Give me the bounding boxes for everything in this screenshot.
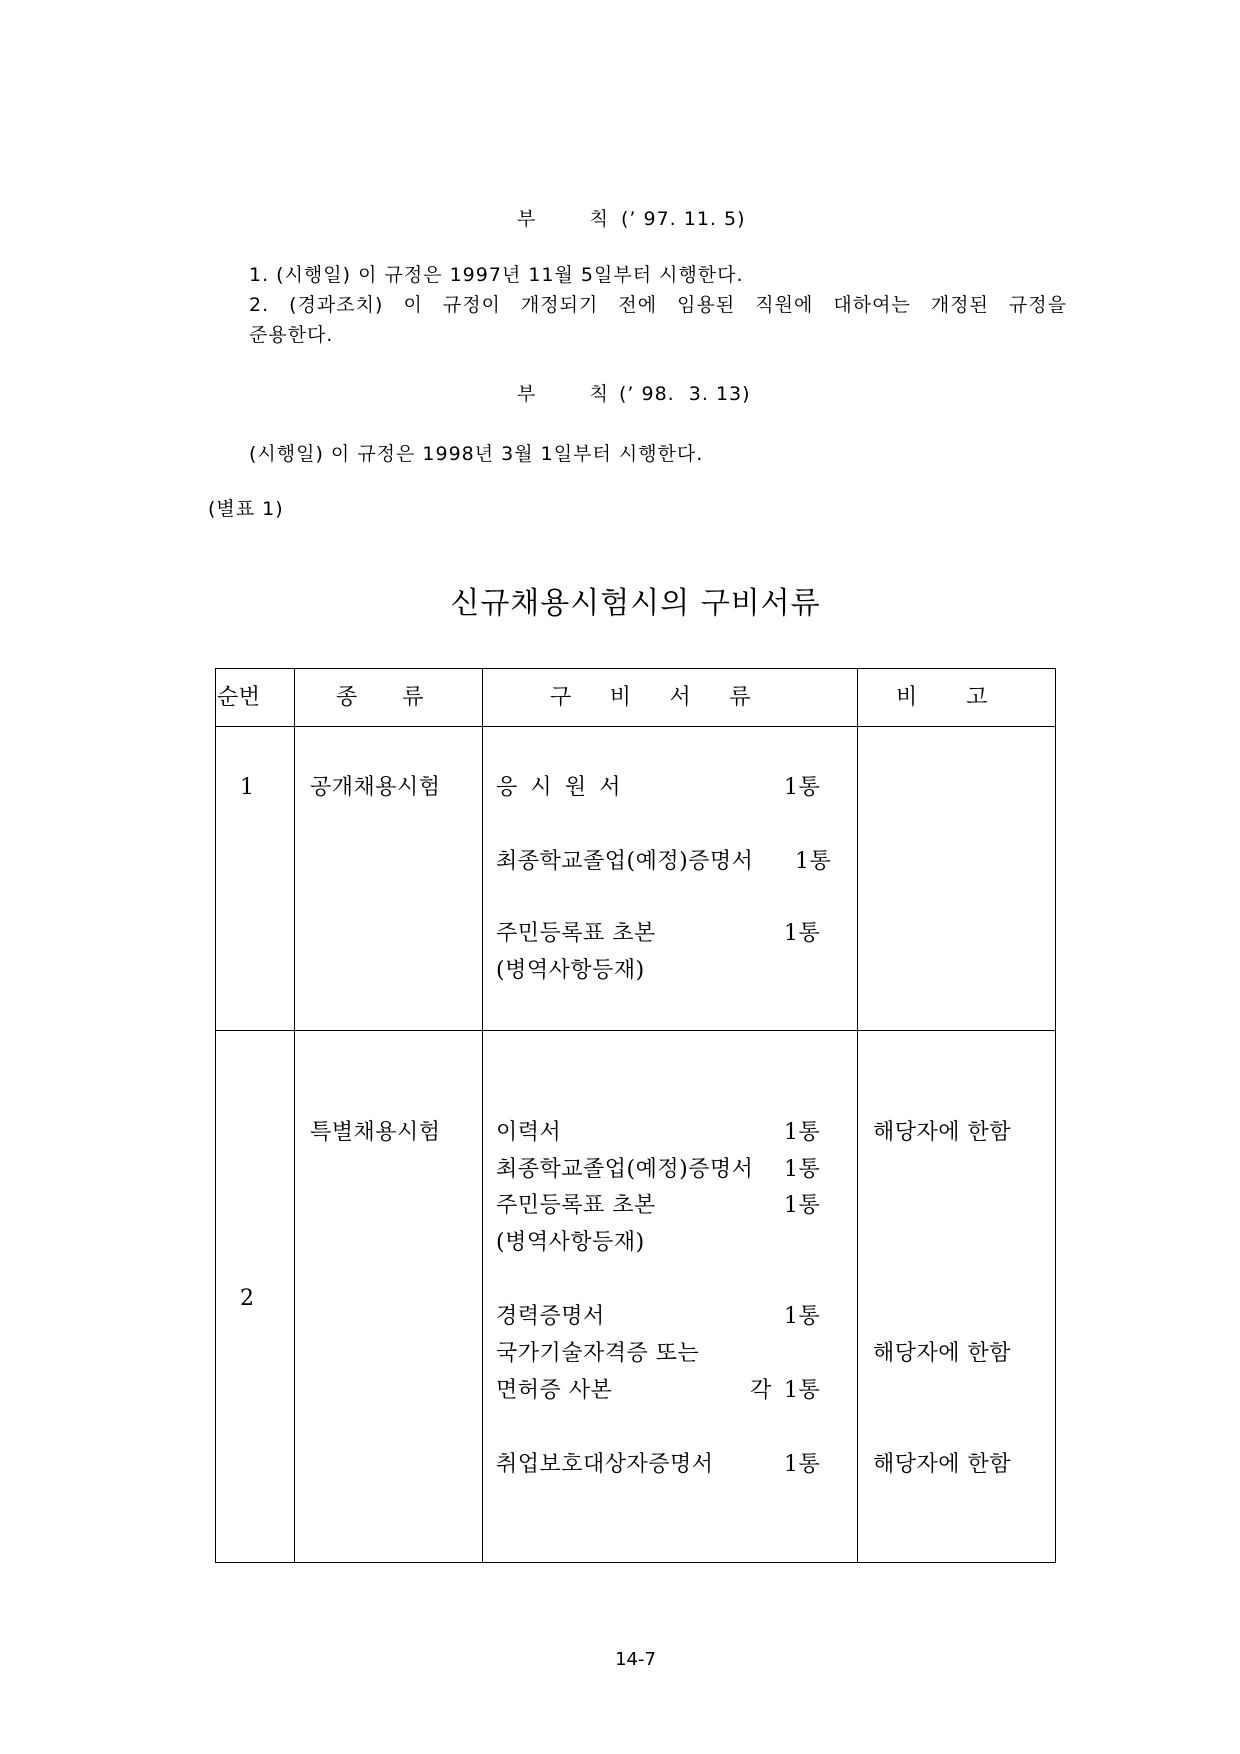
row-documents-cell [483,1031,858,1562]
header-type-label: 종 류 [336,685,424,710]
addendum-clause-1: 1. (시행일) 이 규정은 1997년 11월 5일부터 시행한다. [249,264,744,286]
header-remarks-label: 비 고 [896,685,988,710]
document-quantity: 1통 [784,775,821,800]
document-quantity: 1통 [784,1452,821,1477]
row-type-cell [295,1031,483,1562]
addendum-heading-label: 부 칙 [517,208,609,230]
header-number-label: 순번 [217,685,261,710]
exam-type: 공개채용시험 [310,775,441,800]
header-cell-type [295,669,483,727]
row-remarks-cell [858,1031,1055,1562]
document-name: 최종학교졸업(예정)증명서 [496,1157,754,1182]
document-name: 국가기술자격증 또는 [496,1341,700,1366]
exam-type: 특별채용시험 [310,1120,441,1145]
document-quantity: 1통 [784,1304,821,1329]
document-quantity: 1통 [784,1193,821,1218]
row-number: 1 [240,775,255,800]
document-note: (병역사항등재) [496,1230,645,1255]
document-note: (병역사항등재) [496,958,645,983]
document-name: 주민등록표 초본 [496,921,656,946]
document-name: 취업보호대상자증명서 [496,1452,714,1477]
row-type-cell [295,727,483,1031]
table-title: 신규채용시험시의 구비서류 [450,586,821,621]
document-name: 이력서 [496,1120,562,1145]
document-remark: 해당자에 한함 [873,1341,1012,1366]
addendum-clause-2: 2. (경과조치) 이 규정이 개정되기 전에 임용된 직원에 대하여는 개정된 규정을 [249,294,1067,316]
row-number-cell [216,1031,295,1562]
document-name: 주민등록표 초본 [496,1193,656,1218]
document-name: 면허증 사본 [496,1378,613,1403]
appendix-label: (별표 1) [208,498,284,520]
document-quantity: 1통 [795,849,832,874]
addendum-clause: (시행일) 이 규정은 1998년 3월 1일부터 시행한다. [249,443,704,465]
page-number: 14-7 [615,1649,656,1670]
document-name: 최종학교졸업(예정)증명서 [496,849,754,874]
row-number-cell [216,727,295,1031]
document-quantity: 1통 [784,1120,821,1145]
addendum-heading-date: (’ 97. 11. 5) [621,208,746,230]
header-cell-number [216,669,295,727]
document-quantity: 1통 [784,921,821,946]
header-documents-label: 구 비 서 류 [550,685,751,710]
addendum-heading-label: 부 칙 [517,383,609,405]
header-cell-documents [483,669,858,727]
document-remark: 해당자에 한함 [873,1452,1012,1477]
document-quantity-prefix: 각 [750,1378,772,1403]
document-quantity: 1통 [784,1378,821,1403]
document-quantity: 1통 [784,1157,821,1182]
required-documents-table [215,668,1056,1563]
document-name: 경력증명서 [496,1304,605,1329]
addendum-clause-2-continuation: 준용한다. [249,324,334,346]
header-cell-remarks [858,669,1055,727]
row-number: 2 [240,1286,255,1311]
document-name: 응 시 원 서 [496,775,621,800]
addendum-heading-date: (’ 98. 3. 13) [619,383,751,405]
row-remarks-cell [858,727,1055,1031]
document-remark: 해당자에 한함 [873,1120,1012,1145]
row-documents-cell [483,727,858,1031]
